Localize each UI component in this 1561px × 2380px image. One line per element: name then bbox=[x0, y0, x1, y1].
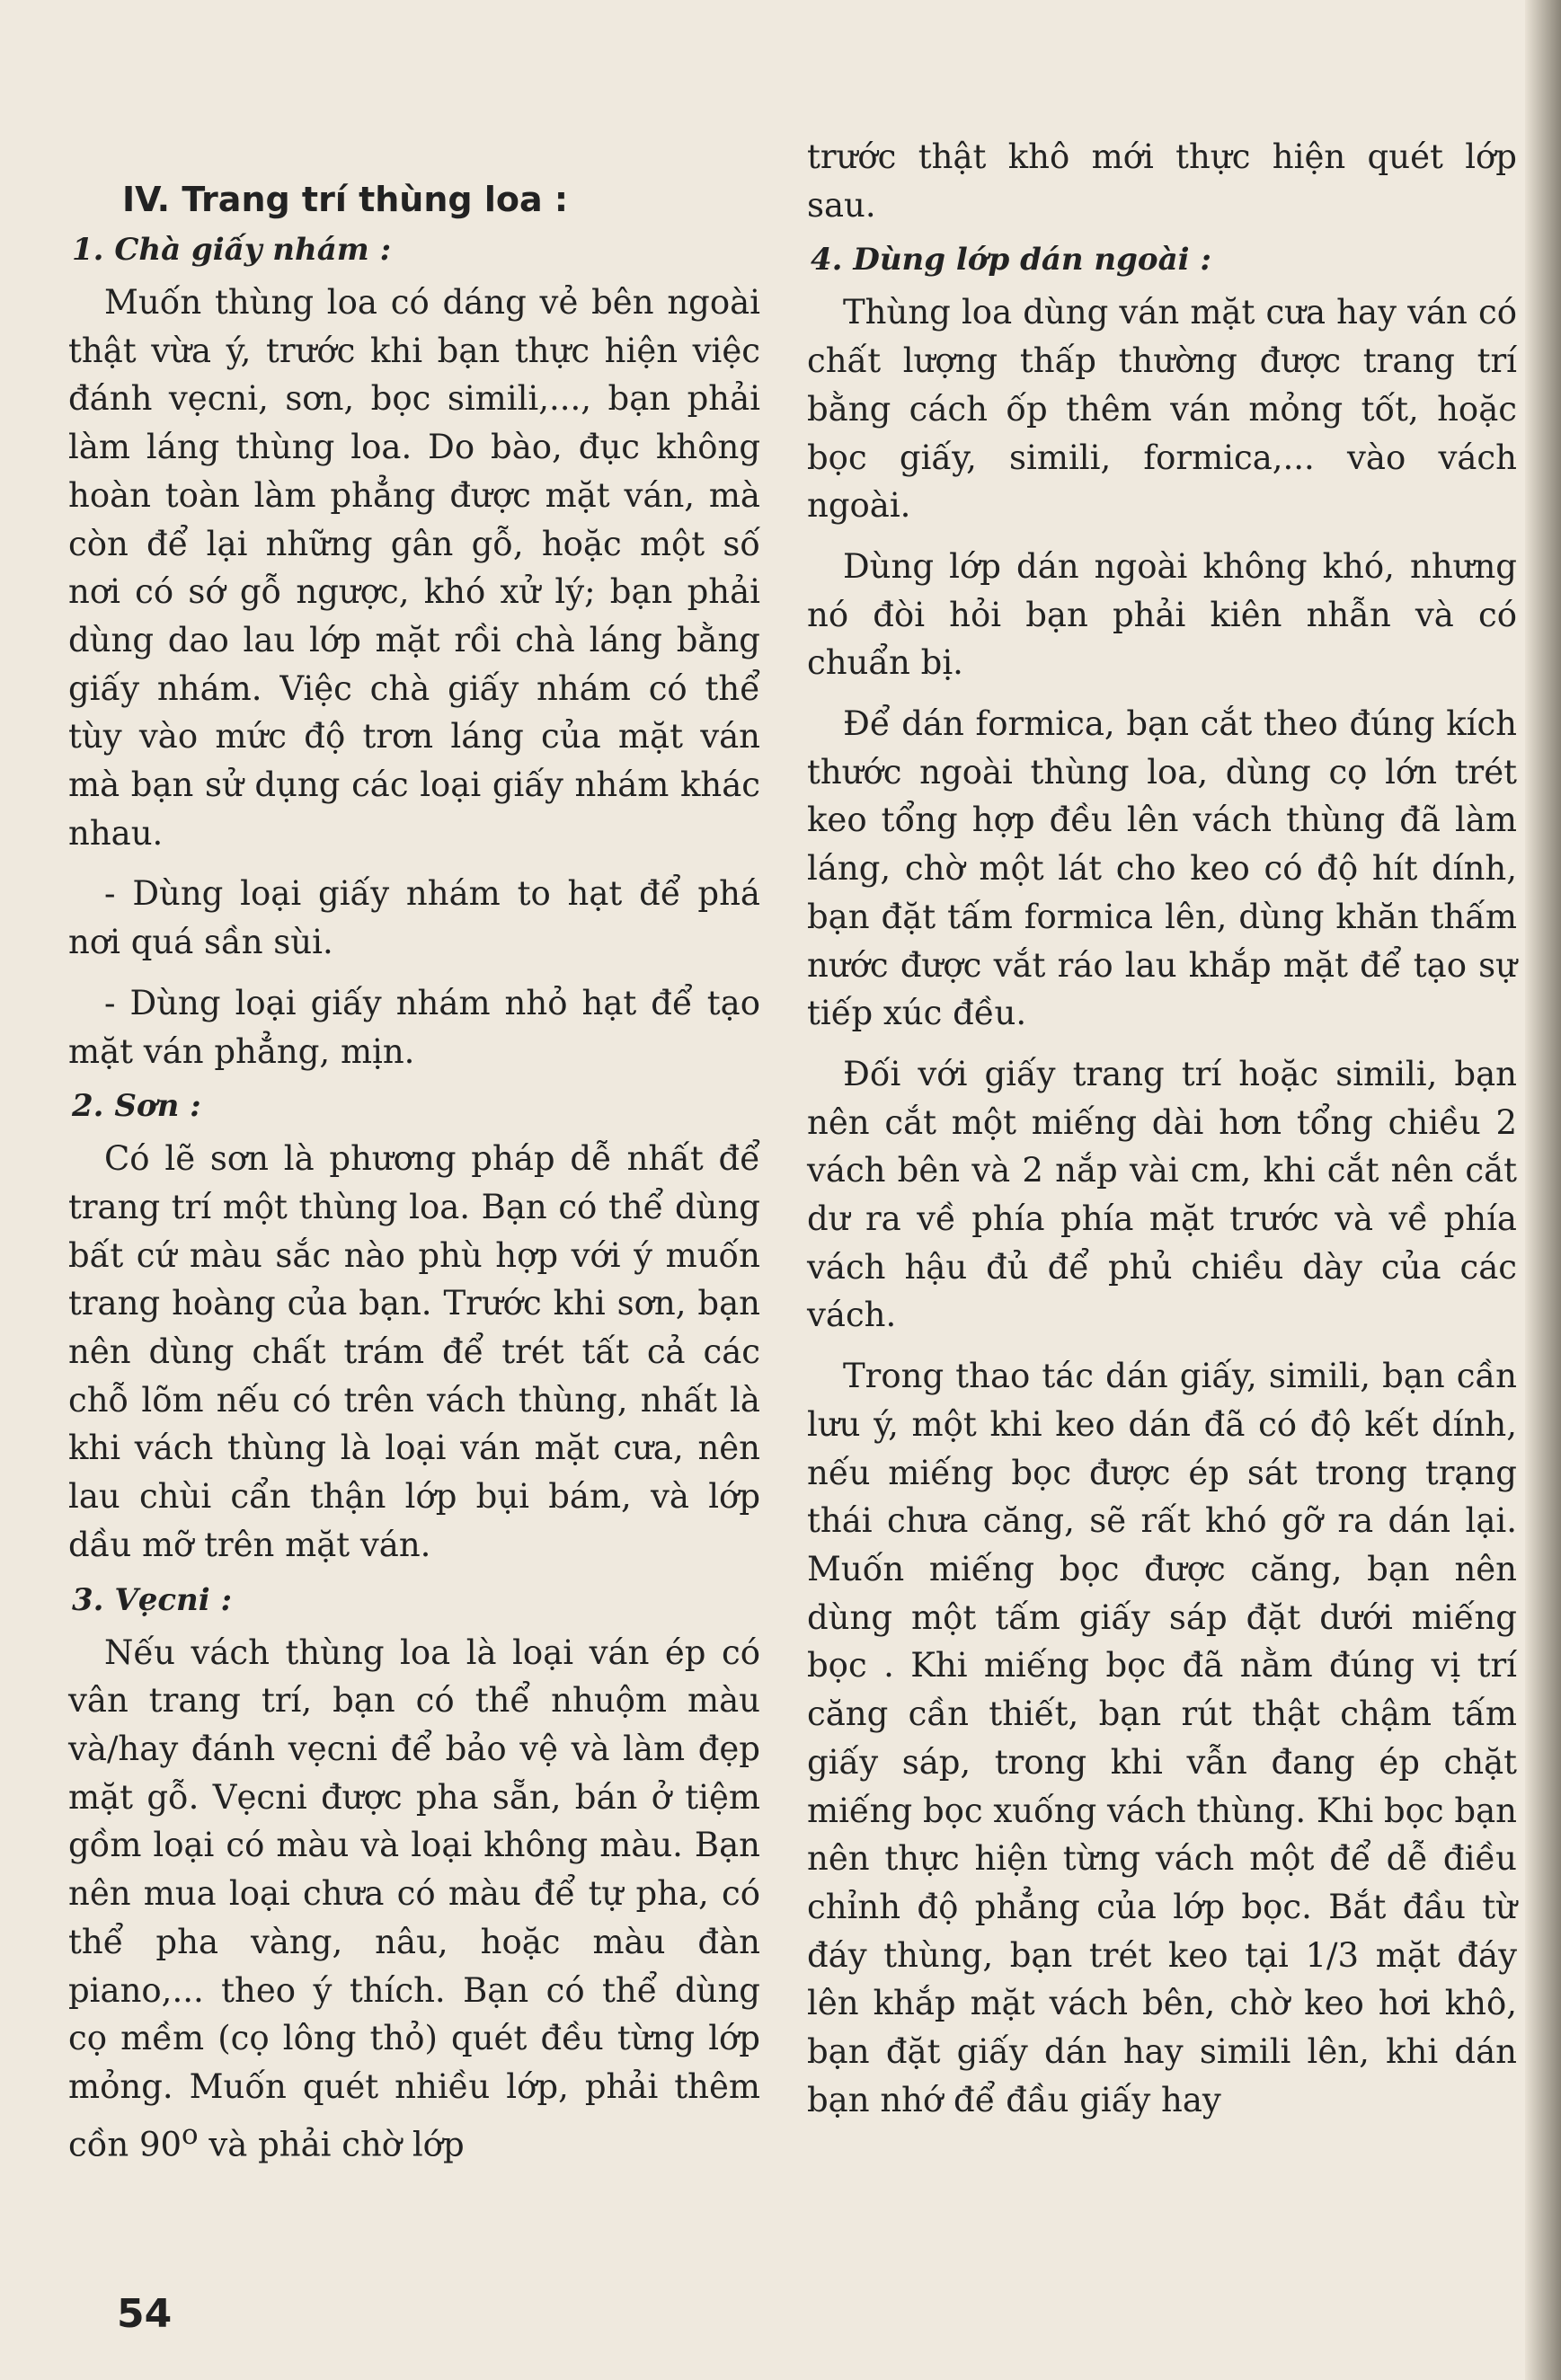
subsection-1-paragraph-2: - Dùng loại giấy nhám to hạt để phá nơi quá sần sùi. bbox=[68, 874, 760, 962]
subsection-4-paragraph-3: Để dán formica, bạn cắt theo đúng kích thước ngoài thùng loa, dùng cọ lớn trét keo tổng hợp đều lên vách thùng đã làm láng, chờ một lát cho keo có độ hít dính, bạn đặt tấm formica lên, dùng khăn thấm nước được vắt ráo lau khắp mặt để tạo sự tiếp xúc đều. bbox=[807, 704, 1517, 1033]
page-edge-shadow bbox=[1525, 0, 1561, 2380]
continued-paragraph: trước thật khô mới thực hiện quét lớp sau. bbox=[807, 137, 1517, 225]
subsection-1-paragraph-1: Muốn thùng loa có dáng vẻ bên ngoài thật vừa ý, trước khi bạn thực hiện việc đánh vẹcni, sơn, bọc simili,..., bạn phải làm láng thùng loa. Do bào, đục không hoàn toàn làm phẳng được mặt ván, mà còn để lại những gân gỗ, hoặc một số nơi có sớ gỗ ngược, khó xử lý; bạn phải dùng dao lau lớp mặt rồi chà láng bằng giấy nhám. Việc chà giấy nhám có thể tùy vào mức độ trơn láng của mặt ván mà bạn sử dụng các loại giấy nhám khác nhau. bbox=[68, 283, 760, 853]
degree-superscript: o bbox=[182, 2118, 199, 2151]
subsection-4-paragraph-5: Trong thao tác dán giấy, simili, bạn cần lưu ý, một khi keo dán đã có độ kết dính, nếu miếng bọc được ép sát trong trạng thái chưa căng, sẽ rất khó gỡ ra dán lại. Muốn miếng bọc được căng, bạn nên dùng một tấm giấy sáp đặt dưới miếng bọc . Khi miếng bọc đã nằm đúng vị trí căng cần thiết, bạn rút thật chậm tấm giấy sáp, trong khi vẫn đang ép chặt miếng bọc xuống vách thùng. Khi bọc bạn nên thực hiện từng vách một để dễ điều chỉnh độ phẳng của lớp bọc. Bắt đầu từ đáy thùng, bạn trét keo tại 1/3 mặt đáy lên khắp mặt vách bên, chờ keo hơi khô, bạn đặt giấy dán hay simili lên, khi dán bạn nhớ để đầu giấy hay bbox=[807, 1357, 1517, 2119]
subsection-4-title: 4. Dùng lớp dán ngoài : bbox=[811, 242, 1211, 279]
subsection-1-title: 1. Chà giấy nhám : bbox=[72, 232, 392, 268]
subsection-3-title: 3. Vẹcni : bbox=[72, 1581, 233, 1618]
left-column bbox=[68, 135, 760, 2181]
subsection-4-paragraph-4: Đối với giấy trang trí hoặc simili, bạn nên cắt một miếng dài hơn tổng chiều 2 vách bên và 2 nắp vài cm, khi cắt nên cắt dư ra về phía phía mặt trước và về phía vách hậu đủ để phủ chiều dày của các vách. bbox=[807, 1054, 1517, 1335]
subsection-4-paragraph-2: Dùng lớp dán ngoài không khó, nhưng nó đòi hỏi bạn phải kiên nhẫn và có chuẩn bị. bbox=[807, 546, 1517, 683]
subsection-3-text: Nếu vách thùng loa là loại ván ép có vân trang trí, bạn có thể nhuộm màu và/hay đánh vẹcni để bảo vệ và làm đẹp mặt gỗ. Vẹcni được pha sẵn, bán ở tiệm gồm loại có màu và loại không màu. Bạn nên mua loại chưa có màu để tự pha, có thể pha vàng, nâu, hoặc màu đàn piano,... theo ý thích. Bạn có thể dùng cọ mềm (cọ lông thỏ) quét đều từng lớp mỏng. Muốn quét nhiều lớp, phải thêm cồn 90 bbox=[68, 1632, 760, 2163]
subsection-2-title: 2. Sơn : bbox=[72, 1088, 201, 1125]
subsection-3-paragraph-1 bbox=[68, 1629, 760, 2169]
section-title: IV. Trang trí thùng loa : bbox=[122, 180, 569, 219]
subsection-3-tail: và phải chờ lớp bbox=[198, 2124, 465, 2163]
right-column bbox=[807, 133, 1517, 2137]
subsection-2-paragraph-1: Có lẽ sơn là phương pháp dễ nhất để trang trí một thùng loa. Bạn có thể dùng bất cứ màu sắc nào phù hợp với ý muốn trang hoàng của bạn. Trước khi sơn, bạn nên dùng chất trám để trét tất cả các chỗ lõm nếu có trên vách thùng, nhất là khi vách thùng là loại ván mặt cưa, nên lau chùi cẩn thận lớp bụi bám, và lớp dầu mỡ trên mặt ván. bbox=[68, 1139, 760, 1564]
subsection-1-paragraph-3: - Dùng loại giấy nhám nhỏ hạt để tạo mặt ván phẳng, mịn. bbox=[68, 983, 760, 1071]
page-number: 54 bbox=[117, 2291, 173, 2337]
subsection-4-paragraph-1: Thùng loa dùng ván mặt cưa hay ván có chất lượng thấp thường được trang trí bằng cách ốp thêm ván mỏng tốt, hoặc bọc giấy, simili, formica,... vào vách ngoài. bbox=[807, 293, 1517, 526]
